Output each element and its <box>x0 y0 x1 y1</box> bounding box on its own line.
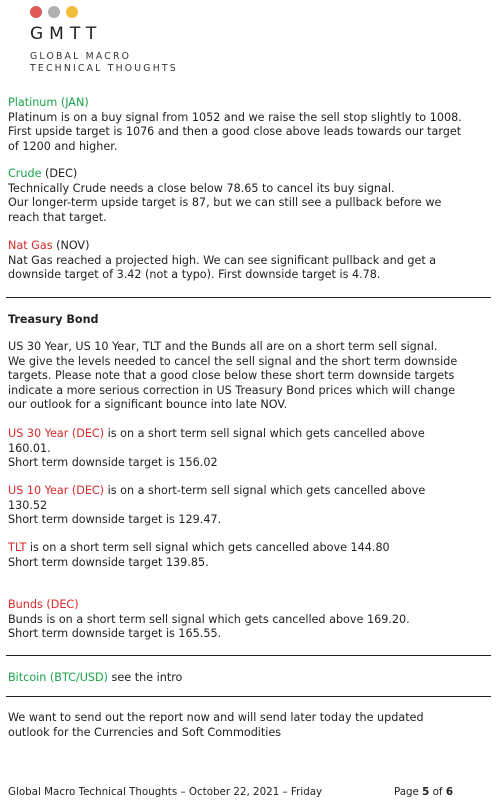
red-dot-icon <box>30 6 42 18</box>
closing-note <box>8 711 493 740</box>
tlt-name: TLT <box>8 541 27 554</box>
divider <box>6 297 491 298</box>
treasury-para-line-4: indicate a more serious correction in US Treasury Bond prices which will change <box>8 383 456 397</box>
logo-tagline-2: TECHNICAL THOUGHTS <box>30 63 178 74</box>
natgas-heading <box>8 239 493 254</box>
gray-dot-icon <box>48 6 60 18</box>
natgas-line-1: Nat Gas reached a projected high. We can see significant pullback and get a <box>8 253 437 267</box>
page-total: 6 <box>445 786 453 798</box>
bunds-target: Short term downside target is 165.55. <box>8 627 222 640</box>
bunds-section <box>8 598 493 642</box>
bunds-line-1: Bunds is on a short term sell signal which gets cancelled above 169.20. <box>8 612 410 626</box>
crude-section <box>8 167 493 225</box>
divider <box>6 696 491 697</box>
page-of: of <box>429 786 446 798</box>
tlt-section <box>8 541 493 570</box>
us10-line-1 <box>8 484 493 499</box>
tlt-target: Short term downside target 139.85. <box>8 555 209 569</box>
page-number <box>394 786 453 798</box>
treasury-intro <box>8 340 493 413</box>
us30-section <box>8 427 493 471</box>
natgas-name: Nat Gas <box>8 239 53 252</box>
natgas-contract: (NOV) <box>52 239 90 252</box>
natgas-section <box>8 239 493 283</box>
yellow-dot-icon <box>66 6 78 18</box>
us30-target: Short term downside target is 156.02 <box>8 456 218 469</box>
crude-line-3: reach that target. <box>8 210 107 224</box>
bitcoin-name: Bitcoin (BTC/USD) <box>8 671 108 684</box>
bitcoin-line <box>8 671 493 686</box>
closing-line-1: We want to send out the report now and will send later today the updated <box>8 711 424 724</box>
logo-tagline-1: GLOBAL MACRO <box>30 51 132 62</box>
us10-text: is on a short-term sell signal which gets cancelled above <box>104 484 426 497</box>
bitcoin-text: see the intro <box>108 671 183 684</box>
platinum-line-1: Platinum is on a buy signal from 1052 and we raise the sell stop slightly to 1008. <box>8 110 462 124</box>
us30-name: US 30 Year (DEC) <box>8 427 105 440</box>
platinum-line-2: First upside target is 1076 and then a good close above leads towards our target <box>8 125 462 138</box>
gmtt-logo <box>30 6 178 75</box>
us10-section <box>8 484 493 528</box>
divider <box>6 655 491 656</box>
platinum-section <box>8 96 493 154</box>
us10-name: US 10 Year (DEC) <box>8 484 105 497</box>
tlt-text: is on a short term sell signal which gets cancelled above 144.80 <box>26 541 390 554</box>
treasury-para-line-2: We give the levels needed to cancel the sell signal and the short term downside <box>8 354 458 368</box>
tlt-line-1 <box>8 541 493 556</box>
platinum-line-3: of 1200 and higher. <box>8 139 118 153</box>
us30-level: 160.01. <box>8 441 51 455</box>
platinum-heading: Platinum (JAN) <box>8 96 89 109</box>
crude-line-2: Our longer-term upside target is 87, but we can still see a pullback before we <box>8 196 442 209</box>
us10-level: 130.52 <box>8 498 48 512</box>
logo-dots <box>30 6 178 18</box>
footer-title: Global Macro Technical Thoughts – October 22, 2021 – Friday <box>8 786 323 798</box>
page-prefix: Page <box>393 786 423 798</box>
natgas-line-2: downside target of 3.42 (not a typo). First downside target is 4.78. <box>8 268 381 281</box>
us10-target: Short term downside target is 129.47. <box>8 513 222 526</box>
crude-name: Crude <box>8 167 42 180</box>
us30-line-1 <box>8 427 493 442</box>
treasury-para-line-5: our outlook for a significant bounce into late NOV. <box>8 398 288 411</box>
crude-heading <box>8 167 493 182</box>
logo-brand: GMTT <box>30 24 103 44</box>
treasury-para-line-3: targets. Please note that a good close below these short term downside targets <box>8 369 455 382</box>
us30-text: is on a short term sell signal which gets cancelled above <box>104 427 425 440</box>
bunds-name: Bunds (DEC) <box>8 598 79 611</box>
crude-line-1: Technically Crude needs a close below 78.65 to cancel its buy signal. <box>8 181 395 195</box>
treasury-heading: Treasury Bond <box>8 313 99 326</box>
page-current: 5 <box>422 786 430 798</box>
closing-line-2: outlook for the Currencies and Soft Commodities <box>8 725 282 739</box>
crude-contract: (DEC) <box>41 167 78 180</box>
treasury-para-line-1: US 30 Year, US 10 Year, TLT and the Bunds all are on a short term sell signal. <box>8 340 438 353</box>
